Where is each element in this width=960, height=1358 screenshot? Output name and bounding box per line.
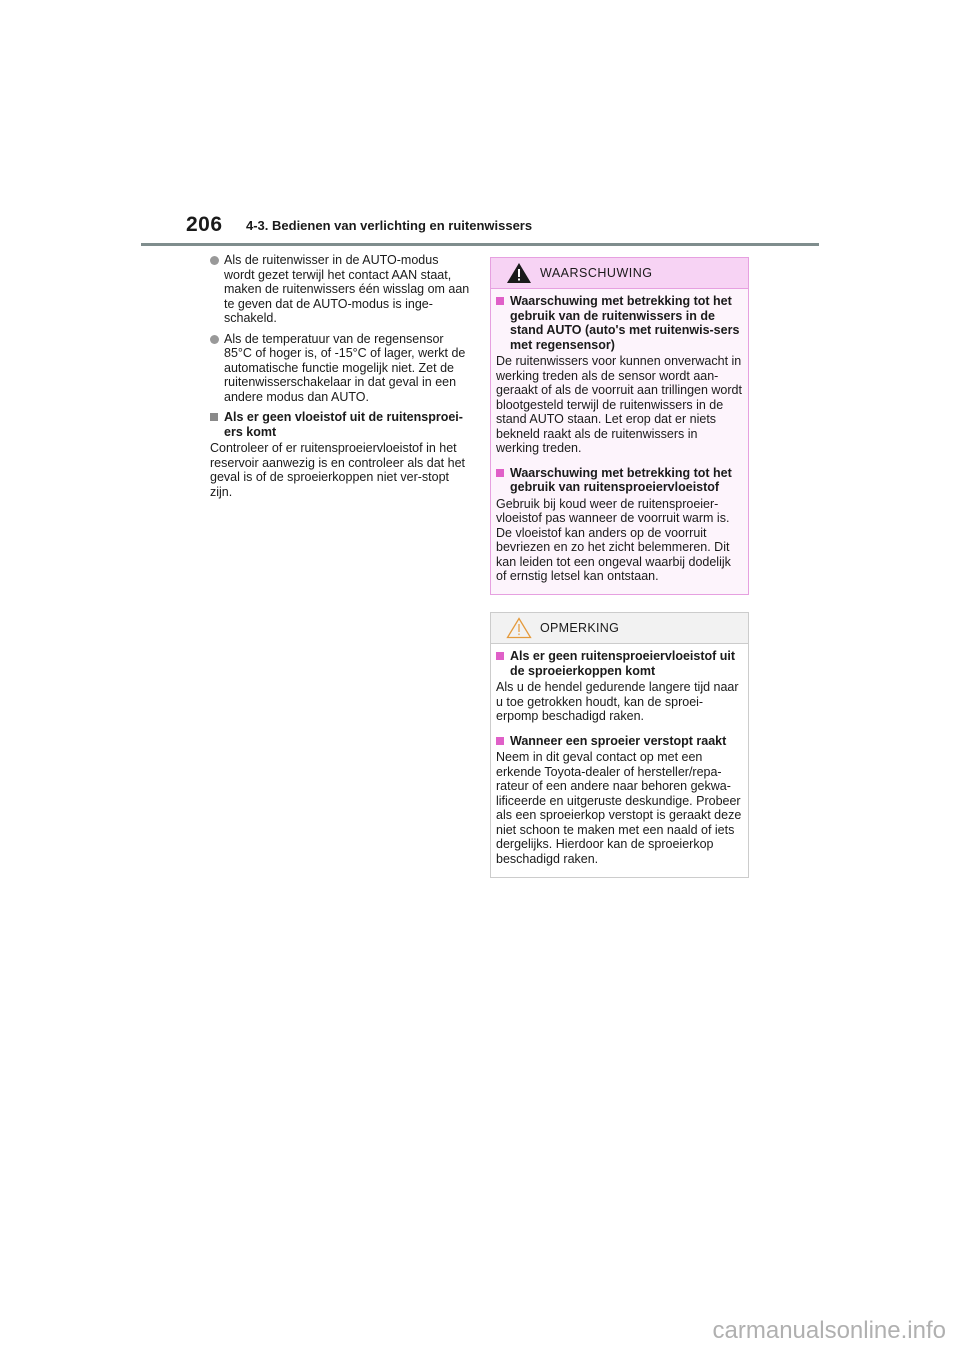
page-number: 206 (186, 213, 223, 236)
bullet-dot-icon (210, 256, 219, 265)
warning-text: Gebruik bij koud weer de ruitensproeier-vloeistof pas wanneer de voorruit warm is. De vloeistof kan anders op de voorruit bevriezen en zo het zicht belemmeren. Dit kan leiden tot een ongeval waarbij dodelijk of ernstig letsel kan ontstaan. (496, 496, 731, 583)
body-text: Controleer of er ruitensproeiervloeistof in het reservoir aanwezig is en controleer als dat het geval is of de sproeierkoppen niet ver-stopt zijn. (210, 441, 465, 499)
section-title: 4-3. Bedienen van verlichting en ruitenwissers (246, 218, 533, 233)
warning-subheading: Waarschuwing met betrekking tot het gebruik van de ruitenwissers in de stand AUTO (auto's met ruitenwis-sers met regensensor) (496, 294, 744, 352)
warning-header (491, 258, 748, 289)
note-subheading: Wanneer een sproeier verstopt raakt (496, 734, 744, 749)
note-text: Neem in dit geval contact op met een erkende Toyota-dealer of hersteller/repa-rateur of een andere naar behoren gekwa-lificeerde en uitgeruste deskundige. Probeer als een sproeierkop verstopt is geraakt deze niet schoon te maken met een naald of iets dergelijks. Hierdoor kan de sproeierkop beschadigd raken. (496, 750, 742, 866)
square-bullet-icon (496, 652, 504, 660)
warning-text: De ruitenwissers voor kunnen onverwacht in werking treden als de sensor wordt aan-geraakt of als de voorruit aan trillingen wordt blootgesteld terwijl de ruitenwissers in de stand AUTO staan. Let erop dat er niets bekneld raakt als de ruitenwissers in werking treden. (496, 354, 742, 455)
warning-triangle-icon (506, 262, 532, 284)
note-title: OPMERKING (540, 621, 620, 635)
bullet-item (210, 253, 472, 326)
square-bullet-icon (496, 469, 504, 477)
bullet-item (210, 332, 472, 405)
square-bullet-icon (496, 297, 504, 305)
warning-subheading: Waarschuwing met betrekking tot het gebruik van ruitensproeiervloeistof (496, 466, 744, 495)
warning-box (490, 257, 749, 595)
caution-triangle-icon (506, 617, 532, 639)
note-body (491, 644, 748, 866)
note-text: Als u de hendel gedurende langere tijd naar u toe getrokken houdt, kan de sproei-erpomp beschadigd raken. (496, 680, 739, 723)
square-bullet-icon (496, 737, 504, 745)
bullet-text: Als de ruitenwisser in de AUTO-modus wordt gezet terwijl het contact AAN staat, maken de ruitenwissers één wisslag om aan te geven dat de AUTO-modus is inge-schakeld. (224, 253, 470, 325)
note-subheading: Als er geen ruitensproeiervloeistof uit de sproeierkoppen komt (496, 649, 744, 678)
watermark: carmanualsonline.info (712, 1317, 946, 1344)
warning-body (491, 289, 748, 584)
square-bullet-icon (210, 413, 218, 421)
header-rule (141, 243, 819, 246)
bullet-dot-icon (210, 335, 219, 344)
warning-title: WAARSCHUWING (540, 266, 653, 280)
left-column (210, 253, 472, 505)
note-header (491, 613, 748, 644)
bullet-text: Als de temperatuur van de regensensor 85°C of hoger is, of -15°C of lager, werkt de automatische functie mogelijk niet. Zet de ruitenwisserschakelaar in dat geval in een andere modus dan AUTO. (224, 331, 466, 404)
note-box (490, 612, 749, 878)
subheading: Als er geen vloeistof uit de ruitensproei-ers komt (210, 410, 472, 439)
